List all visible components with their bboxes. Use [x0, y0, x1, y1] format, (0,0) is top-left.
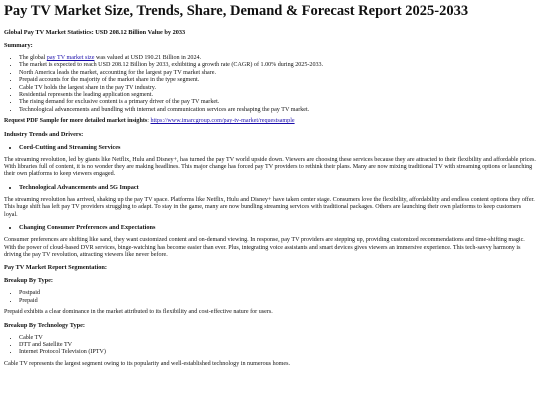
list-item: • The rising demand for exclusive content is a primary driver of the pay TV market. — [19, 99, 536, 106]
trend-heading-3: • Changing Consumer Preferences and Expectations — [4, 224, 536, 232]
list-item: • Cable TV — [19, 335, 536, 342]
list-item: • Residential represents the leading application segment. — [19, 92, 536, 99]
list-item: • The market is expected to reach USD 208.12 Billion by 2033, exhibiting a growth rate (CAGR) of 1.00% during 2025-2033. — [19, 62, 536, 69]
list-item: • Cable TV holds the largest share in the pay TV industry. — [19, 85, 536, 92]
by-technology-list — [4, 335, 536, 357]
by-type-list — [4, 290, 536, 305]
by-type-heading: Breakup By Type: — [4, 277, 53, 285]
by-technology-note: Cable TV represents the largest segment owing to its popularity and well-established technology in numerous homes. — [4, 360, 291, 367]
by-type-note: Prepaid exhibits a clear dominance in the market attributed to its flexibility and cost-effective nature for users. — [4, 309, 273, 316]
request-sample-link[interactable]: https://www.imarcgroup.com/pay-tv-market/requestsample — [150, 118, 295, 125]
stats-heading: Global Pay TV Market Statistics: USD 208.12 Billion Value by 2033 — [4, 29, 186, 36]
list-item: • DTT and Satellite TV — [19, 342, 536, 349]
by-technology-heading: Breakup By Technology Type: — [4, 321, 86, 329]
page-title: Pay TV Market Size, Trends, Share, Demand & Forecast Report 2025-2033 — [4, 3, 469, 19]
trend-body-3: Consumer preferences are shifting like sand, they want customized content and on-demand viewing. In response, pay TV providers are stepping up, providing customized recommendations and time-shifting magic. With the power of cloud-based DVR services, binge-watching has become easier than ever. Plus, integrating voice assistants and smart devices gives viewers an immersive experience. This tech-savvy harmony is driving the pay TV revolution, attracting viewers like never before. — [4, 237, 525, 258]
market-size-link[interactable]: pay TV market size — [46, 55, 95, 61]
list-item: • Prepaid accounts for the majority of the market share in the type segment. — [19, 77, 536, 84]
list-item: • Technological advancements and bundling with internet and communication services are reshaping the pay TV market. — [19, 107, 536, 114]
trend-heading-1: • Cord-Cutting and Streaming Services — [4, 144, 536, 152]
trends-heading: Industry Trends and Drivers: — [4, 130, 84, 138]
list-item: • Prepaid — [19, 298, 536, 305]
trend-body-2: The streaming revolution has arrived, shaking up the pay TV space. Platforms like Netflix, Hulu and Disney+ have taken center stage. Consumers love the flexibility, affordability and endless content options they offer. This huge shift has left pay TV providers struggling to adapt. To stay in the game, many are now bundling streaming services with traditional packages. Others are launching their own platforms to keep customers loyal. — [4, 196, 535, 218]
trend-body-1: The streaming revolution, led by giants like Netflix, Hulu and Disney+, has turned the pay TV world upside down. Viewers are choosing these services because they are attracted to their flexibility and affordable prices. With libraries full of content, it is no wonder they are making headlines. This major change has forced pay TV providers to rethink their plans. Many are now mixing traditional TV with streaming options or launching their own platforms to keep viewers engaged. — [4, 156, 536, 178]
list-item: • North America leads the market, accounting for the largest pay TV market share. — [19, 70, 536, 77]
segmentation-heading: Pay TV Market Report Segmentation: — [4, 264, 107, 272]
trend-heading-2: • Technological Advancements and 5G Impact — [4, 184, 536, 192]
summary-list — [4, 55, 536, 114]
list-item: • Postpaid — [19, 290, 536, 297]
request-sample: Request PDF Sample for more detailed market insights: https://www.imarcgroup.com/pay-tv-market/requestsample — [4, 118, 295, 125]
list-item: • Internet Protocol Television (IPTV) — [19, 349, 536, 356]
summary-heading: Summary: — [4, 42, 33, 49]
list-item: • The global pay TV market size was valued at USD 190.21 Billion in 2024. — [19, 55, 536, 62]
